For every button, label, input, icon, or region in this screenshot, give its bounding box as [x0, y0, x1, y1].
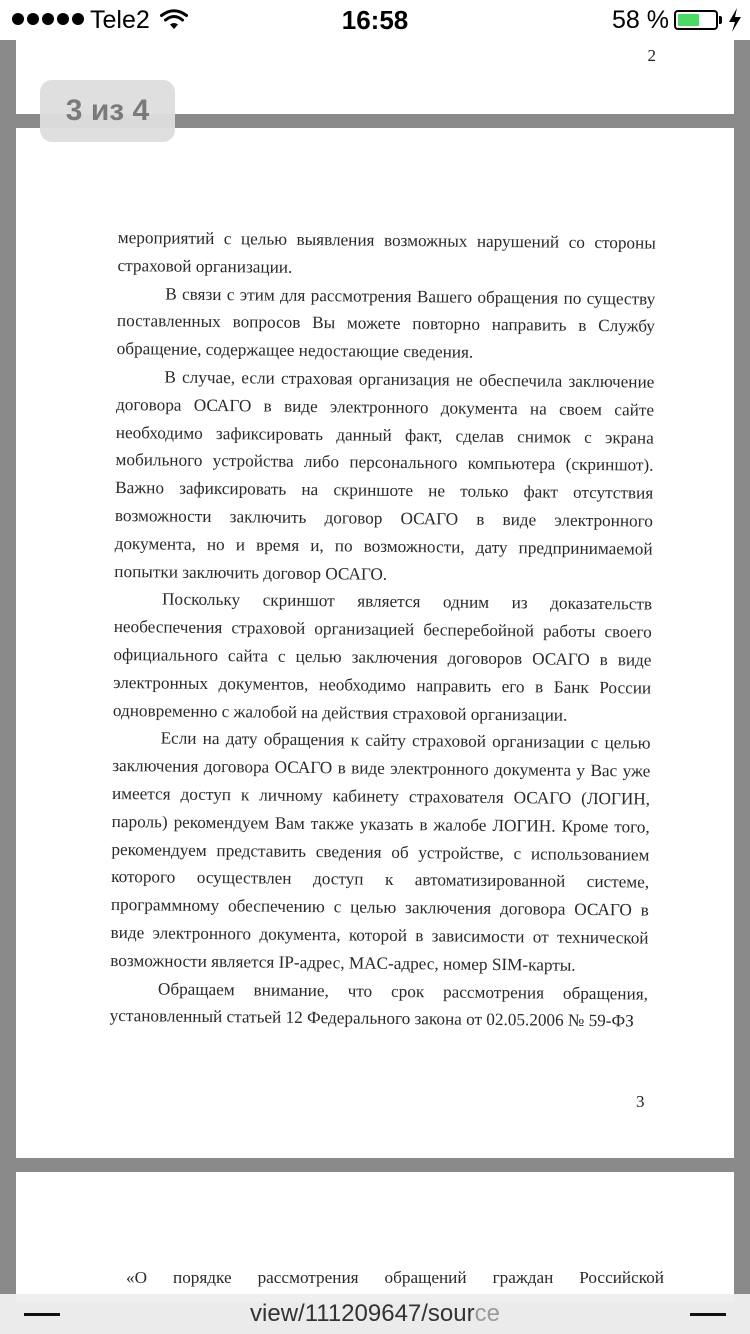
paragraph: В связи с этим для рассмотрения Вашего обращения по существу поставленных вопросов Вы можете повторно направить в Службу обращение, содержащее недостающие сведения.: [116, 284, 656, 362]
carrier-name: Tele2: [90, 6, 150, 34]
charging-icon: [727, 8, 743, 32]
battery-level-fill: [678, 14, 699, 26]
paragraph: В случае, если страховая организация не обеспечила заключение договора ОСАГО в виде электронного документа на своем сайте необходимо зафиксировать данный факт, сделав снимок с экрана мобильного устройства либо персонального компьютера (скриншот). Важно зафиксировать на скриншоте не только факт отсутствия возможности заключить договор ОСАГО в виде электронного документа, но и время и, по возможности, дату предпринимаемой попытки заключить договор ОСАГО.: [114, 367, 655, 584]
document-body: [110, 224, 656, 1036]
status-bar: [0, 0, 750, 40]
paragraph: Обращаем внимание, что срок рассмотрения обращения, установленный статьей 12 Федерального закона от 02.05.2006 № 59-ФЗ: [109, 978, 649, 1031]
url-field[interactable]: [0, 1300, 750, 1328]
url-text: view/111209647/sour: [250, 1300, 475, 1327]
paragraph: мероприятий с целью выявления возможных нарушений со стороны страховой организации.: [117, 227, 656, 277]
page-counter-badge: 3 из 4: [40, 80, 175, 142]
paragraph: «О порядке рассмотрения обращений граждан Российской: [126, 1268, 664, 1287]
battery-percent: 58 %: [612, 6, 669, 34]
menu-line-icon[interactable]: [690, 1313, 726, 1316]
document-page-next: [16, 1172, 734, 1302]
document-page-current: [16, 128, 734, 1158]
battery-tip: [719, 16, 722, 24]
paragraph: Поскольку скриншот является одним из доказательств необеспечения страховой организацией бесперебойной работы своего официального сайта с целью заключения договоров ОСАГО в виде электронных документов, необходимо направить его в Банк России одновременно с жалобой на действия страховой организации.: [112, 589, 653, 725]
clock: 16:58: [341, 5, 409, 35]
url-text-faded: ce: [474, 1300, 500, 1327]
page-number: 3: [636, 1092, 645, 1111]
battery-icon: [674, 10, 718, 30]
paragraph: Если на дату обращения к сайту страховой организации с целью заключения договора ОСАГО в виде электронного документа у Вас уже имеется доступ к личному кабинету страхователя ОСАГО (ЛОГИН, пароль) рекомендуем Вам также указать в жалобе ЛОГИН. Кроме того, рекомендуем представить сведения об устройстве, с использованием которого осуществлен доступ к автоматизированной системе, программному обеспечению с целью заключения договора ОСАГО в виде электронного документа, которой в зависимости от технической возможности является IP-адрес, MAC-адрес, номер SIM-карты.: [110, 728, 651, 975]
page-number: 2: [647, 46, 656, 65]
browser-bottom-bar: [0, 1294, 750, 1334]
